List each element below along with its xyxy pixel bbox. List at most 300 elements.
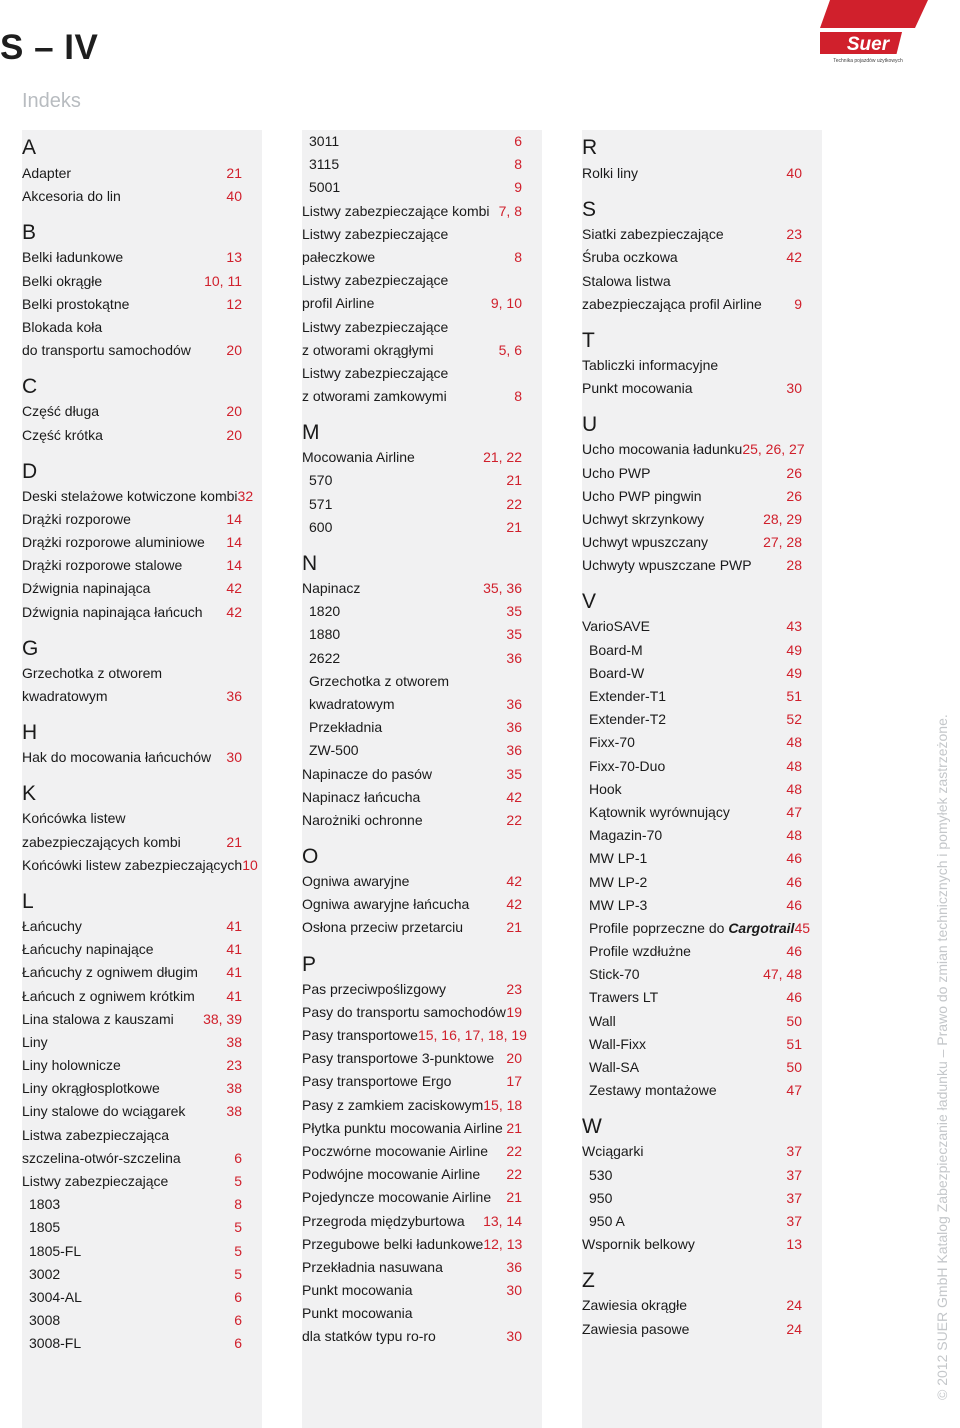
entry-label (302, 339, 433, 362)
entry-label-text: profil Airline (302, 295, 375, 312)
entry-label-text: Napinacz (302, 580, 361, 596)
entry-label-text: Zestawy montażowe (589, 1082, 717, 1099)
entry-label (302, 292, 374, 315)
entry-label (302, 647, 340, 670)
entry-label-text: Liny stalowe do wciągarek (22, 1103, 186, 1120)
entry-label (582, 462, 650, 485)
entry-label (302, 1210, 465, 1233)
index-entry (582, 377, 802, 400)
page-reference: 30 (506, 1282, 522, 1299)
entry-label-text: Magazin-70 (589, 827, 663, 844)
entry-label (22, 854, 242, 877)
entry-label (582, 708, 666, 731)
page-reference: 8 (514, 248, 522, 265)
index-subentry (302, 716, 522, 739)
entry-label (582, 1233, 695, 1256)
index-entry (302, 1094, 522, 1117)
index-letter-heading: U (582, 413, 598, 437)
page-reference: 19 (506, 1003, 522, 1020)
page-reference: 36 (506, 742, 522, 759)
entry-label (22, 1147, 181, 1170)
index-subentry (22, 1263, 242, 1286)
entry-label (582, 847, 647, 870)
entry-label (582, 662, 644, 685)
index-entry (22, 985, 242, 1008)
entry-label (302, 870, 409, 893)
entry-label-text: Pojedyncze mocowanie Airline (302, 1189, 492, 1206)
page-reference: 25, 26, 27 (742, 441, 805, 458)
page-reference: 37 (786, 1212, 802, 1229)
index-entry (22, 1147, 242, 1170)
entry-label-text: Lina stalowa z kauszami (22, 1010, 174, 1027)
index-letter-heading: A (22, 136, 37, 159)
index-entry (302, 763, 522, 786)
entry-label-text: Uchwyt wpuszczany (582, 534, 709, 551)
entry-label-text: 3008-FL (29, 1335, 82, 1352)
entry-label (302, 316, 448, 339)
entry-label-text: kwadratowym (309, 695, 395, 712)
index-entry (22, 601, 242, 624)
entry-label (302, 1233, 483, 1256)
index-subentry (302, 600, 522, 623)
entry-label-text: Ucho PWP (582, 464, 651, 481)
entry-label (302, 1070, 451, 1093)
page-reference: 42 (786, 249, 802, 266)
index-entry (302, 1140, 522, 1163)
entry-label-text: Wciągarki (582, 1143, 644, 1160)
entry-label-text: VarioSAVE (582, 618, 650, 635)
entry-label (22, 1216, 60, 1239)
index-subentry (582, 639, 802, 662)
index-subentry (582, 1079, 802, 1102)
page-reference: 46 (786, 989, 802, 1006)
entry-label (22, 246, 123, 269)
index-entry (22, 531, 242, 554)
entry-label (22, 1263, 60, 1286)
entry-label-text: Wall-SA (589, 1059, 640, 1075)
brand-name: Cargotrail (728, 919, 795, 936)
page-reference: 23 (506, 980, 522, 997)
entry-label-text: Podwójne mocowanie Airline (302, 1166, 481, 1183)
page-reference: 7, 8 (498, 202, 522, 219)
entry-label-text: 600 (309, 518, 333, 535)
entry-label (582, 438, 742, 461)
entry-label-text: 1805-FL (29, 1242, 82, 1259)
page-reference: 30 (506, 1328, 522, 1345)
entry-label-text: Mocowania Airline (302, 449, 415, 466)
entry-label-text: Liny (22, 1033, 48, 1050)
entry-label-text: Płytka punktu mocowania Airline (302, 1119, 503, 1136)
index-entry (302, 1233, 522, 1256)
entry-label-text: Belki prostokątne (22, 295, 130, 312)
entry-label (582, 1294, 687, 1317)
index-entry (582, 485, 802, 508)
entry-label-text: Punkt mocowania (302, 1282, 413, 1299)
index-subentry (22, 1332, 242, 1355)
index-entry (302, 1024, 527, 1047)
entry-label (22, 938, 154, 961)
page-reference: 8 (514, 388, 522, 405)
entry-label-text: Blokada koła (22, 318, 103, 335)
entry-label-text: Końcówka listew (22, 810, 126, 827)
page-reference: 48 (786, 780, 802, 797)
page-reference: 22 (506, 1142, 522, 1159)
entry-label (582, 755, 665, 778)
index-entry (582, 354, 802, 377)
entry-label-text: Poczwórne mocowanie Airline (302, 1142, 488, 1159)
index-subentry (22, 1240, 242, 1263)
index-letter-heading: V (582, 590, 597, 614)
entry-label-text: Drążki rozporowe aluminiowe (22, 534, 205, 551)
entry-label (302, 1047, 494, 1070)
entry-label-text: 1820 (309, 603, 341, 620)
entry-label-text: Przegubowe belki ładunkowe (302, 1235, 484, 1252)
entry-label-text: Wall-Fixx (589, 1035, 647, 1052)
page-reference: 21 (226, 833, 242, 850)
page-reference: 5 (234, 1242, 242, 1259)
entry-label-text: Adapter (22, 165, 72, 181)
page-reference: 38 (226, 1080, 242, 1097)
index-subentry (22, 1193, 242, 1216)
page-reference: 6 (234, 1288, 242, 1305)
index-subentry (302, 130, 522, 153)
page-reference: 22 (506, 495, 522, 512)
index-entry (302, 1163, 522, 1186)
entry-label (22, 746, 211, 769)
entry-label (22, 577, 150, 600)
page-reference: 6 (234, 1312, 242, 1329)
page-reference: 46 (786, 873, 802, 890)
page-reference: 38 (226, 1103, 242, 1120)
index-entry (582, 1140, 802, 1163)
entry-label-text: Akcesoria do lin (22, 188, 121, 205)
entry-label (302, 716, 382, 739)
page-reference: 5 (234, 1219, 242, 1236)
index-entry (22, 246, 242, 269)
index-letter-heading: Z (582, 1269, 595, 1293)
entry-label (582, 1033, 646, 1056)
entry-label (302, 916, 463, 939)
entry-label-text: do transportu samochodów (22, 342, 191, 359)
index-subentry (302, 670, 522, 693)
index-entry (582, 1233, 802, 1256)
index-entry (302, 1186, 522, 1209)
entry-label (22, 400, 99, 423)
index-entry (22, 554, 242, 577)
index-entry (302, 1279, 522, 1302)
index-entry (22, 746, 242, 769)
index-entry (22, 316, 242, 339)
page-reference: 13, 14 (483, 1212, 522, 1229)
page-reference: 36 (506, 719, 522, 736)
index-column-1 (22, 130, 262, 1428)
entry-label-text: Grzechotka z otworem (309, 672, 450, 689)
entry-label-text: 3011 (309, 133, 340, 149)
index-subentry (582, 963, 802, 986)
page-reference: 8 (234, 1196, 242, 1213)
index-subentry (582, 871, 802, 894)
entry-label-text: Profile wzdłużne (589, 943, 691, 960)
page-reference: 15, 18 (483, 1096, 523, 1113)
page-reference: 9 (514, 179, 522, 196)
entry-label (302, 623, 340, 646)
index-entry (22, 854, 258, 877)
page-reference: 21 (506, 1189, 522, 1206)
page-reference: 6 (514, 133, 522, 149)
index-subentry (582, 778, 802, 801)
index-entry (22, 685, 242, 708)
index-entry (582, 270, 802, 293)
entry-label-text: Fixx-70 (589, 734, 635, 751)
page-reference: 48 (786, 827, 802, 844)
entry-label (22, 424, 103, 447)
index-subentry (582, 940, 802, 963)
page-reference: 21, 22 (483, 449, 522, 466)
page-reference: 46 (786, 943, 802, 960)
entry-label (582, 1164, 612, 1187)
page-reference: 40 (786, 165, 802, 181)
entry-label (582, 554, 752, 577)
entry-label (302, 600, 340, 623)
index-entry (22, 1124, 242, 1147)
entry-label-text: 571 (309, 495, 333, 512)
entry-label (22, 831, 181, 854)
index-entry (302, 1047, 522, 1070)
entry-label (582, 1318, 689, 1341)
entry-label (582, 778, 622, 801)
entry-label (302, 1117, 503, 1140)
entry-label (582, 270, 671, 293)
index-subentry (582, 847, 802, 870)
page-reference: 14 (226, 534, 242, 551)
entry-label (302, 362, 448, 385)
entry-label (302, 246, 375, 269)
entry-label-text: Część krótka (22, 426, 103, 443)
entry-label (22, 1332, 81, 1355)
entry-label (302, 516, 332, 539)
page-reference: 49 (786, 664, 802, 681)
index-entry (22, 1054, 242, 1077)
index-subentry (582, 685, 802, 708)
entry-label (302, 739, 359, 762)
entry-label-text: 1805 (29, 1219, 61, 1236)
entry-label-text: Wspornik belkowy (582, 1236, 695, 1253)
index-entry (22, 424, 242, 447)
entry-label (302, 223, 448, 246)
entry-label-text: MW LP-2 (589, 873, 648, 890)
entry-label-text: Ucho PWP pingwin (582, 487, 702, 504)
page-reference: 28 (786, 557, 802, 574)
entry-label-text: 3002 (29, 1265, 61, 1282)
index-entry (582, 615, 802, 638)
page-reference: 8 (514, 156, 522, 173)
entry-label-text: Śruba oczkowa (582, 249, 678, 266)
entry-label-text: 2622 (309, 649, 341, 666)
entry-label (582, 377, 693, 400)
entry-label-text: Extender-T1 (589, 688, 667, 704)
page-reference: 27, 28 (763, 534, 802, 551)
suer-logo (820, 0, 930, 66)
page-reference: 21 (506, 472, 522, 489)
page-reference: 49 (786, 641, 802, 658)
index-entry (22, 961, 242, 984)
entry-label (22, 185, 121, 208)
index-entry (302, 786, 522, 809)
entry-label (302, 446, 415, 469)
index-subentry (302, 739, 522, 762)
entry-label-text: Ogniwa awaryjne (302, 873, 410, 890)
page-reference: 22 (506, 1166, 522, 1183)
entry-label (582, 1010, 616, 1033)
entry-label (22, 961, 198, 984)
index-entry (302, 339, 522, 362)
entry-label-text: Belki okrągłe (22, 272, 103, 289)
index-entry (302, 1256, 522, 1279)
entry-label (22, 915, 82, 938)
page-reference: 48 (786, 734, 802, 751)
entry-label (22, 293, 129, 316)
entry-label-text: Liny holownicze (22, 1057, 121, 1074)
entry-label (22, 485, 238, 508)
entry-label (302, 978, 446, 1001)
index-entry (22, 162, 242, 185)
page-reference: 14 (226, 557, 242, 574)
entry-label (302, 1001, 506, 1024)
index-entry (302, 1117, 522, 1140)
index-entry (22, 270, 242, 293)
index-subentry (582, 1033, 802, 1056)
entry-label-text: Zawiesia okrągłe (582, 1297, 688, 1314)
entry-label-text: Listwy zabezpieczające (302, 364, 449, 381)
index-letter-heading: H (22, 721, 38, 745)
page-reference: 52 (786, 711, 802, 728)
page-reference: 41 (226, 964, 242, 981)
entry-label (582, 871, 647, 894)
page-reference: 40 (226, 188, 242, 205)
page-reference: 37 (786, 1189, 802, 1206)
entry-label (582, 963, 640, 986)
index-entry (22, 577, 242, 600)
page-reference: 47 (786, 803, 802, 820)
entry-label-text: Profile poprzeczne do (589, 919, 725, 936)
entry-label-text: Przegroda międzyburtowa (302, 1212, 465, 1229)
index-entry (22, 1077, 242, 1100)
entry-label (302, 1256, 443, 1279)
entry-label (22, 339, 191, 362)
index-entry (22, 915, 242, 938)
entry-label (582, 685, 666, 708)
entry-label (582, 615, 650, 638)
entry-label-text: Listwy zabezpieczające (302, 225, 449, 242)
page-reference: 37 (786, 1143, 802, 1160)
index-entry (302, 269, 522, 292)
entry-label (582, 1140, 643, 1163)
page-subtitle: Indeks (22, 90, 81, 112)
entry-label (582, 246, 678, 269)
entry-label-text: Łańcuchy napinające (22, 941, 154, 958)
page-reference: 9, 10 (490, 295, 522, 312)
index-subentry (302, 469, 522, 492)
page-reference: 42 (506, 788, 522, 805)
page-reference: 21 (506, 919, 522, 936)
page-reference: 36 (506, 649, 522, 666)
index-entry (582, 438, 805, 461)
page-reference: 9 (794, 295, 802, 312)
index-subentry (302, 176, 522, 199)
entry-label (302, 786, 420, 809)
page-reference: 12 (226, 295, 242, 312)
page-reference: 17 (506, 1073, 522, 1090)
index-entry (302, 1070, 522, 1093)
entry-label-text: Liny okrągłosplotkowe (22, 1080, 160, 1097)
index-subentry (302, 693, 522, 716)
index-entry (22, 807, 242, 830)
index-subentry (582, 801, 802, 824)
entry-label (22, 1286, 82, 1309)
entry-label-text: Board-M (589, 641, 643, 658)
index-letter-heading: K (22, 782, 37, 806)
index-entry (302, 200, 522, 223)
page-reference: 36 (506, 695, 522, 712)
page-reference: 42 (506, 873, 522, 890)
index-subentry (582, 1210, 802, 1233)
index-entry (302, 1210, 522, 1233)
entry-label-text: Ucho mocowania ładunku (582, 441, 743, 458)
page-reference: 41 (226, 987, 242, 1004)
index-subentry (582, 731, 802, 754)
page-reference: 13 (786, 1236, 802, 1253)
entry-label (22, 985, 195, 1008)
entry-label-text: 3008 (29, 1312, 61, 1329)
entry-label-text: Drążki rozporowe stalowe (22, 557, 183, 574)
page-reference: 24 (786, 1320, 802, 1337)
index-letter-heading: N (302, 552, 318, 575)
index-subentry (582, 708, 802, 731)
entry-label-text: Część długa (22, 403, 100, 420)
entry-label (582, 1079, 717, 1102)
page-reference: 42 (226, 603, 242, 620)
entry-label-text: Kątownik wyrównujący (589, 803, 730, 820)
index-letter-heading: L (22, 889, 34, 913)
index-subentry (582, 824, 802, 847)
entry-label-text: Łańcuchy z ogniwem długim (22, 964, 198, 981)
index-entry (302, 916, 522, 939)
entry-label-text: Końcówki listew zabezpieczających (22, 856, 243, 873)
entry-label-text: Listwy zabezpieczające (302, 318, 449, 335)
index-subentry (582, 986, 802, 1009)
entry-label (22, 162, 71, 185)
index-subentry (582, 894, 802, 917)
entry-label-text: 1880 (309, 626, 341, 643)
page-reference: 38, 39 (203, 1010, 242, 1027)
page-reference: 35 (506, 765, 522, 782)
entry-label-text: 530 (589, 1166, 613, 1183)
page-reference: 28, 29 (763, 510, 802, 527)
entry-label-text: Wall (589, 1012, 616, 1029)
copyright-notice: © 2012 SUER GmbH Katalog Zabezpieczanie ładunku – Prawo do zmian technicznych i pomyłek zastrzeżone. (934, 714, 950, 1400)
entry-label-text: Listwy zabezpieczające kombi (302, 202, 490, 219)
logo-tagline: Technika pojazdów użytkowych (833, 58, 903, 64)
entry-label (22, 1100, 185, 1123)
entry-label (302, 1325, 436, 1348)
entry-label-text: MW LP-1 (589, 850, 648, 867)
entry-label-text: Grzechotka z otworem (22, 664, 163, 681)
index-entry (582, 223, 802, 246)
index-entry (582, 162, 802, 185)
page-reference: 20 (506, 1050, 522, 1067)
index-entry (22, 1100, 242, 1123)
index-entry (302, 870, 522, 893)
